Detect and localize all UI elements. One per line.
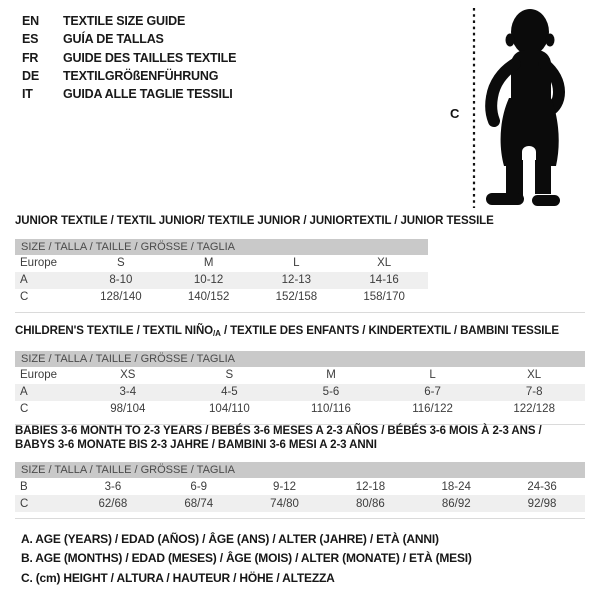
lang-code: EN <box>22 14 39 28</box>
row-label: C <box>20 403 29 415</box>
junior-textile-section <box>15 215 585 313</box>
measure-label: C <box>450 106 460 121</box>
size-cell: 3-4 <box>119 386 137 398</box>
language-row-it <box>22 85 236 103</box>
row-label: A <box>20 386 28 398</box>
size-cell: M <box>326 369 336 381</box>
size-cell: XL <box>377 257 392 269</box>
title-line-1: BABIES 3-6 MONTH TO 2-3 YEARS / BEBÉS 3-6 MESES A 2-3 AÑOS / BÉBÉS 3-6 MOIS À 2-3 ANS / <box>15 425 542 437</box>
babies-size-table <box>15 478 585 512</box>
lang-code: IT <box>22 87 33 102</box>
lang-code: ES <box>22 32 39 47</box>
table-row-europe <box>15 367 585 384</box>
size-cell: 98/104 <box>110 403 146 415</box>
children-size-table <box>15 367 585 418</box>
table-row-europe <box>15 255 428 272</box>
table-row-height <box>15 401 585 418</box>
size-cell: M <box>203 257 214 269</box>
lang-label: GUIDE DES TAILLES TEXTILE <box>63 50 237 65</box>
size-cell: 92/98 <box>527 497 557 510</box>
size-cell: 74/80 <box>270 497 299 510</box>
size-cell: 128/140 <box>100 291 142 303</box>
size-cell: 152/158 <box>275 291 318 303</box>
size-cell: 4-5 <box>221 386 238 398</box>
table-row-age <box>15 384 585 401</box>
row-label: A <box>20 274 28 286</box>
size-cell: 158/170 <box>363 291 405 303</box>
language-list <box>22 12 236 103</box>
lang-label: GUÍA DE TALLAS <box>63 32 164 47</box>
section-divider <box>15 312 585 313</box>
baby-silhouette-shape <box>486 9 560 206</box>
size-cell: 8-10 <box>109 274 133 286</box>
lang-code: DE <box>22 68 39 83</box>
size-cell: 6-9 <box>190 480 208 493</box>
babies-table-title <box>15 425 585 452</box>
row-label: C <box>20 291 29 303</box>
size-cell: 12-18 <box>355 480 386 493</box>
children-table-title <box>15 325 585 341</box>
table-row-height <box>15 495 585 512</box>
size-cell: 14-16 <box>369 274 399 286</box>
row-label: Europe <box>20 369 58 381</box>
language-row-es <box>22 30 236 48</box>
size-cell: XS <box>120 369 136 381</box>
size-cell: 140/152 <box>187 291 230 303</box>
size-cell: 86/92 <box>441 497 471 510</box>
legend-line-b: B. AGE (MONTHS) / EDAD (MESES) / ÂGE (MOIS) / ALTER (MONATE) / ETÀ (MESI) <box>21 551 472 566</box>
size-cell: 10-12 <box>193 274 224 286</box>
measure-legend <box>21 530 472 588</box>
size-cell: 62/68 <box>98 497 128 510</box>
size-cell: L <box>293 257 300 269</box>
height-figure <box>440 0 600 214</box>
language-row-de <box>22 67 236 85</box>
size-header-bar: SIZE / TALLA / TAILLE / GRÖSSE / TAGLIA <box>15 351 585 367</box>
language-row-fr <box>22 49 236 67</box>
row-label: Europe <box>20 257 58 269</box>
baby-silhouette-icon <box>440 0 600 214</box>
babies-textile-section <box>15 425 585 519</box>
children-textile-section <box>15 325 585 425</box>
size-cell: 5-6 <box>322 386 340 398</box>
size-cell: 116/122 <box>412 403 453 415</box>
section-divider <box>15 518 585 519</box>
size-cell: 110/116 <box>311 403 351 415</box>
title-prefix: CHILDREN'S TEXTILE / TEXTIL NIÑO <box>15 325 214 337</box>
size-cell: 24-36 <box>527 480 557 493</box>
lang-label: TEXTILGRÖßENFÜHRUNG <box>63 68 219 83</box>
size-cell: 18-24 <box>441 480 471 493</box>
size-cell: 7-8 <box>525 386 543 398</box>
legend-line-c: C. (cm) HEIGHT / ALTURA / HAUTEUR / HÖHE / ALTEZZA <box>21 570 335 585</box>
row-label: B <box>20 480 28 493</box>
size-header-bar: SIZE / TALLA / TAILLE / GRÖSSE / TAGLIA <box>15 239 428 255</box>
size-cell: 3-6 <box>104 480 122 493</box>
table-row-months <box>15 478 585 495</box>
title-suffix: / TEXTILE DES ENFANTS / KINDERTEXTIL / BAMBINI TESSILE <box>220 325 559 337</box>
size-cell: 68/74 <box>184 497 214 510</box>
title-subscript: /A <box>213 329 221 338</box>
size-header-bar: SIZE / TALLA / TAILLE / GRÖSSE / TAGLIA <box>15 462 585 478</box>
size-cell: 12-13 <box>281 274 312 286</box>
size-cell: 6-7 <box>424 386 441 398</box>
size-cell: 9-12 <box>273 480 297 493</box>
lang-label: TEXTILE SIZE GUIDE <box>63 14 186 28</box>
size-cell: S <box>225 369 234 381</box>
legend-line-a: A. AGE (YEARS) / EDAD (AÑOS) / ÂGE (ANS) / ALTER (JAHRE) / ETÀ (ANNI) <box>21 532 439 546</box>
size-cell: 104/110 <box>209 403 250 415</box>
language-row-en <box>22 12 236 30</box>
size-cell: L <box>429 369 436 381</box>
lang-code: FR <box>22 50 39 65</box>
size-cell: XL <box>527 369 542 381</box>
size-cell: S <box>117 257 125 269</box>
table-row-age <box>15 272 428 289</box>
title-line-2: BABYS 3-6 MONATE BIS 2-3 JAHRE / BAMBINI 3-6 MESI A 2-3 ANNI <box>15 438 377 451</box>
lang-label: GUIDA ALLE TAGLIE TESSILI <box>63 87 233 102</box>
junior-table-title: JUNIOR TEXTILE / TEXTIL JUNIOR/ TEXTILE JUNIOR / JUNIORTEXTIL / JUNIOR TESSILE <box>15 215 494 227</box>
junior-size-table <box>15 255 428 306</box>
size-cell: 122/128 <box>513 403 555 415</box>
table-row-height <box>15 289 428 306</box>
size-cell: 80/86 <box>356 497 385 510</box>
row-label: C <box>20 497 29 510</box>
